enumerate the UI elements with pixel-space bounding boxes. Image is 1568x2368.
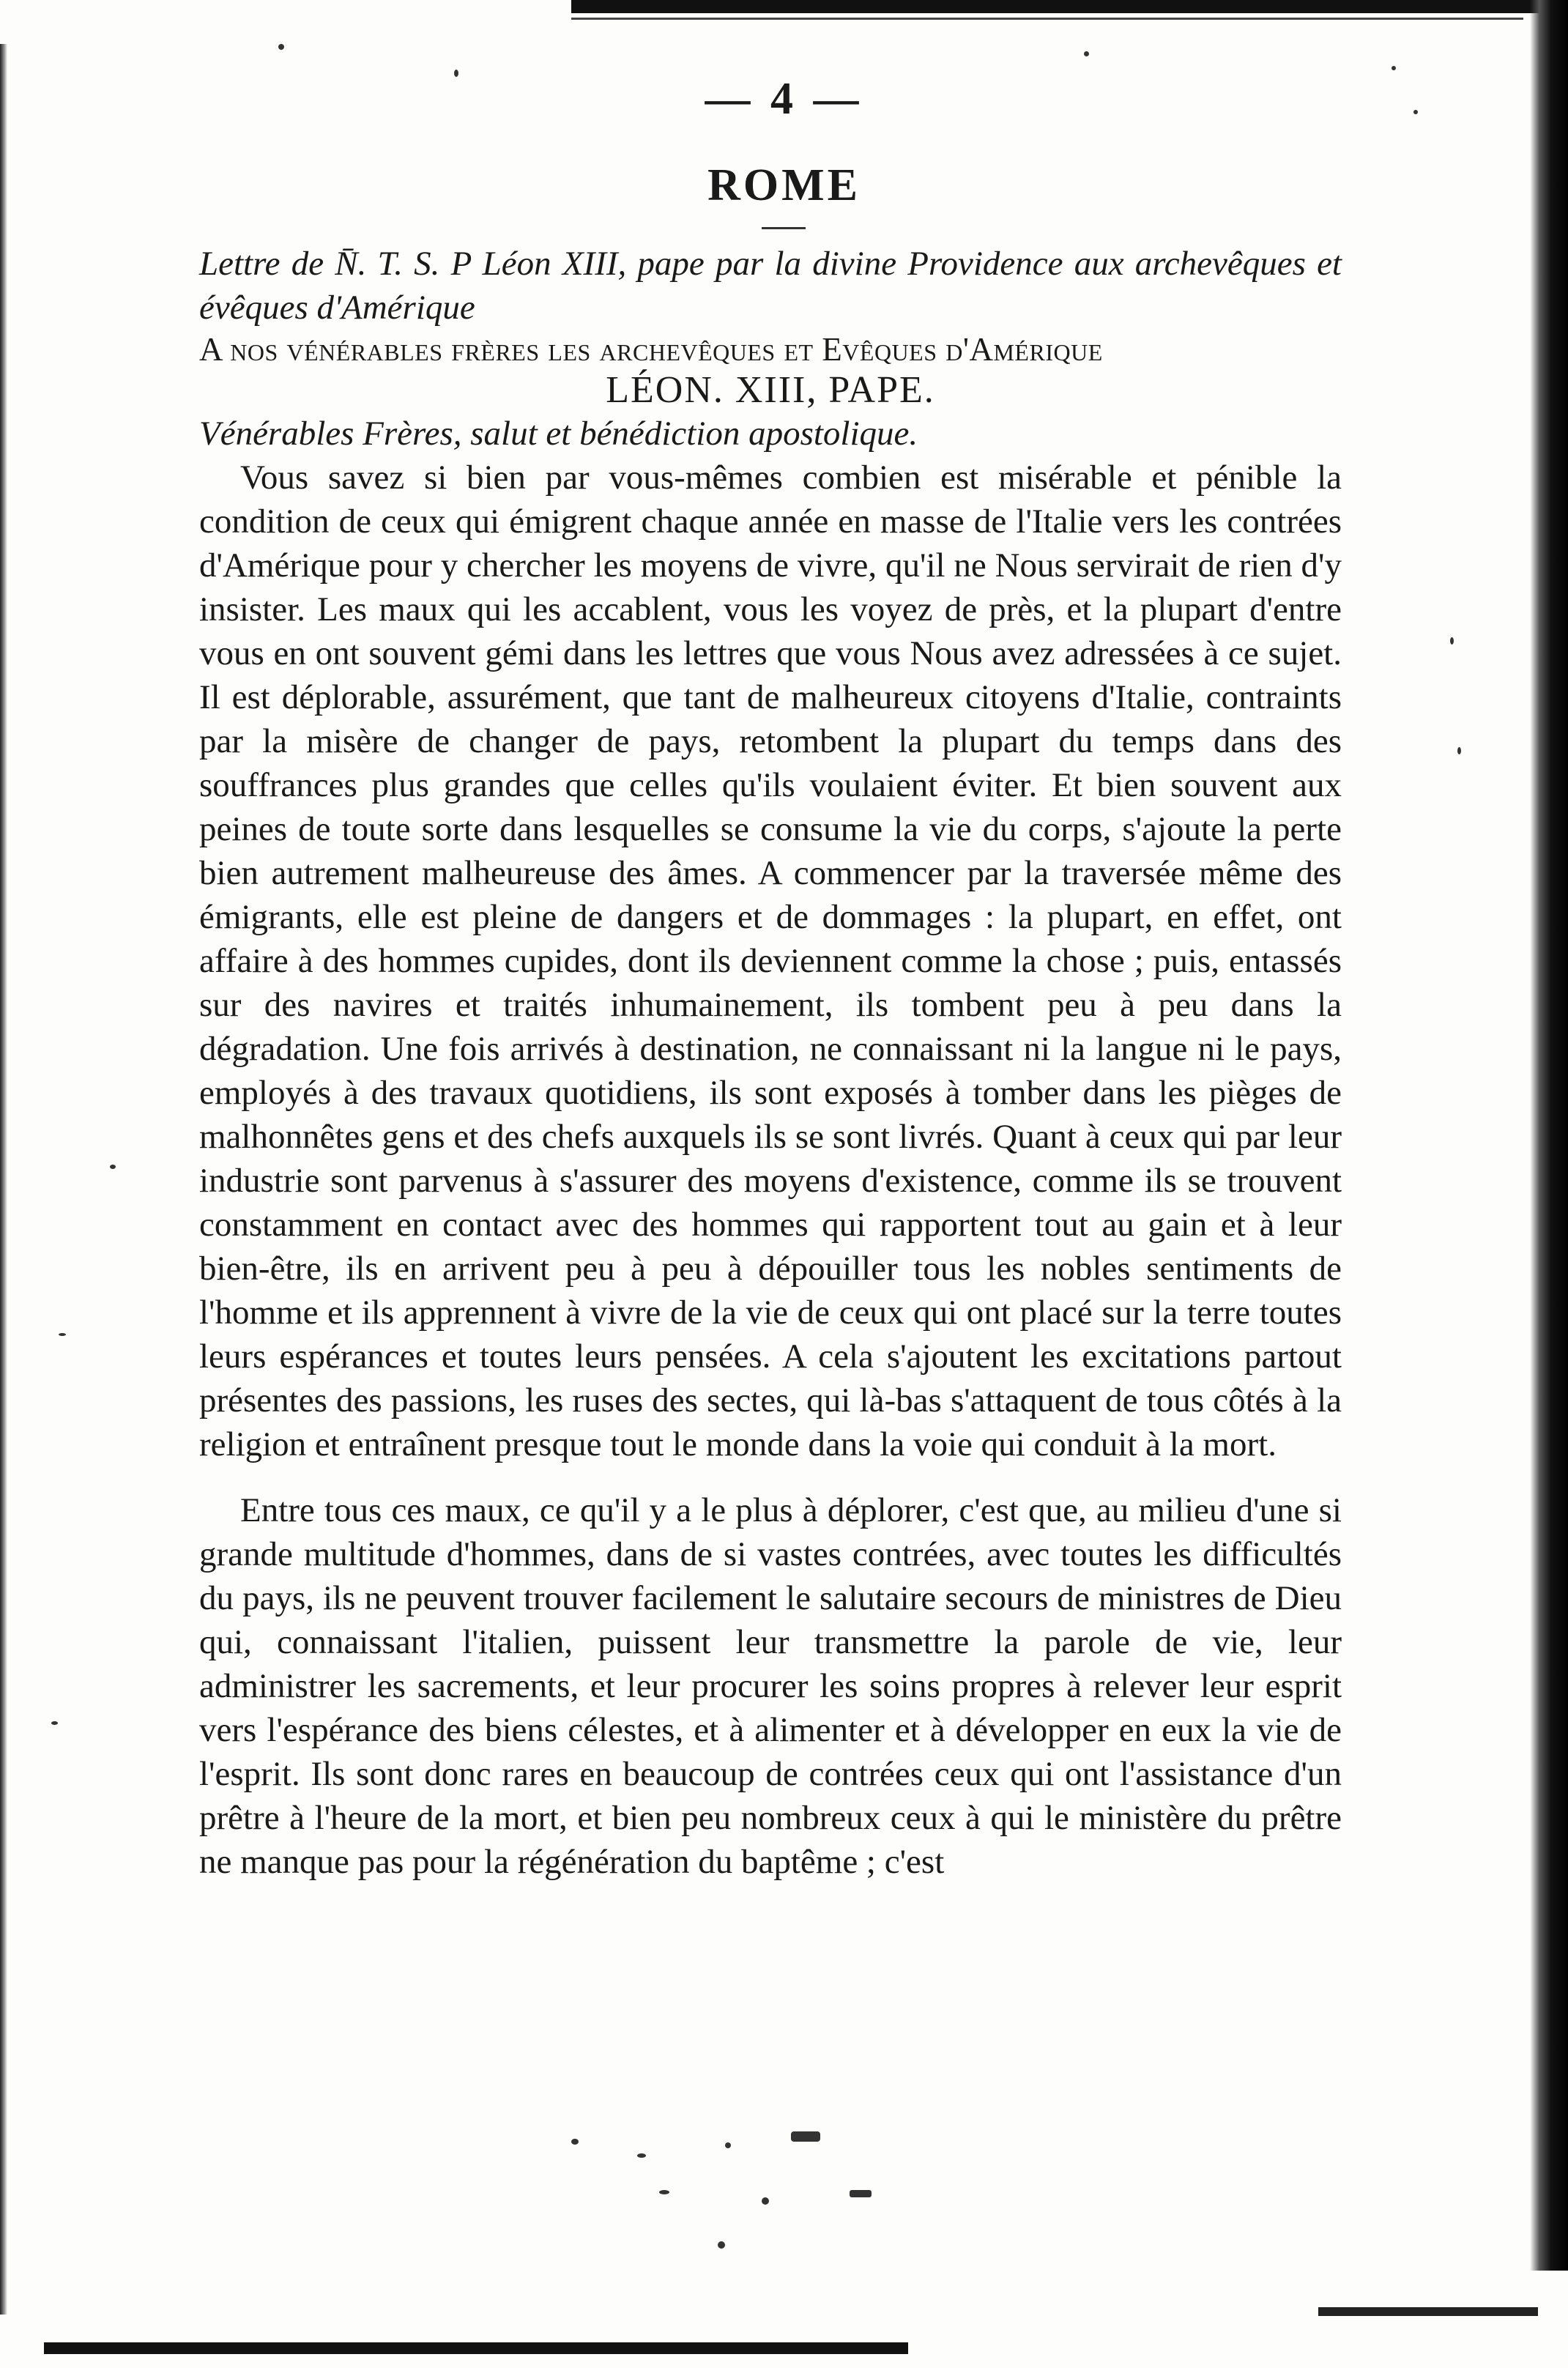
scan-speck: [571, 2139, 579, 2145]
letter-address: A nos vénérables frères les archevêques et Evêques d'Amérique: [199, 331, 1103, 368]
scan-edge-left: [0, 44, 7, 2315]
body-paragraph: Vous savez si bien par vous-mêmes combien est misérable et pénible la condition de ceux qui émigrent chaque année en masse de l'Italie vers les contrées d'Amérique pour y chercher les moyens de vivre, qu'il ne Nous servirait de rien d'y insister. Les maux qui les accablent, vous les voyez de près, et la plupart d'entre vous en ont souvent gémi dans les lettres que vous Nous avez adressées à ce sujet. Il est déplorable, assurément, que tant de malheureux citoyens d'Italie, contraints par la misère de changer de pays, retombent la plupart du temps dans des souffrances plus grandes que celles qu'ils voulaient éviter. Et bien souvent aux peines de toute sorte dans lesquelles se consume la vie du corps, s'ajoute la perte bien autrement malheureuse des âmes. A commencer par la traversée même des émigrants, elle est pleine de dangers et de dommages : la plupart, en effet, ont affaire à des hommes cupides, dont ils deviennent comme la chose ; puis, entassés sur des navires et traités inhumainement, ils tombent peu à peu dans la dégradation. Une fois arrivés à destination, ne connaissant ni la langue ni le pays, employés à des travaux quotidiens, ils sont exposés à tomber dans les pièges de malhonnêtes gens et des chefs auxquels ils se sont livrés. Quant à ceux qui par leur industrie sont parvenus à s'assurer des moyens d'existence, comme ils se trouvent constamment en contact avec des hommes qui rapportent tout au gain et à leur bien-être, ils en arrivent peu à peu à dépouiller tous les nobles sentiments de l'homme et ils apprennent à vivre de la vie de ceux qui ont placé sur la terre toutes leurs espérances et toutes leurs pensées. A cela s'ajoutent les excitations partout présentes des passions, les ruses des sectes, qui là-bas s'attaquent de tous côtés à la religion et entraînent presque tout le monde dans la voie qui conduit à la mort.: [199, 459, 1342, 1463]
scan-border-bottom: [44, 2342, 908, 2354]
scan-speck: [637, 2153, 646, 2158]
scan-speck: [1450, 637, 1454, 645]
scan-speck: [762, 2197, 769, 2205]
scan-speck: [278, 44, 284, 50]
body-paragraph: Entre tous ces maux, ce qu'il y a le plus à déplorer, c'est que, au milieu d'une si grande multitude d'hommes, dans de si vastes contrées, avec toutes les difficultés du pays, ils ne peuvent trouver facilement le salutaire secours de ministres de Dieu qui, connaissant l'italien, puissent leur transmettre la parole de vie, leur administrer les sacrements, et leur procurer les soins propres à relever leur esprit vers l'espérance des biens célestes, et à alimenter et à développer en eux la vie de l'esprit. Ils sont donc rares en beaucoup de contrées ceux qui ont l'assistance d'un prêtre à l'heure de la mort, et bien peu nombreux ceux à qui le ministère du prêtre ne manque pas pour la régénération du baptême ; c'est: [199, 1491, 1342, 1881]
scan-speck: [51, 1721, 58, 1725]
page-number: — 4 —: [705, 74, 863, 124]
scan-border-top: [571, 0, 1568, 13]
scan-speck: [725, 2142, 731, 2148]
scan-speck: [110, 1165, 116, 1169]
letter-title: Lettre de N̄. T. S. P Léon XIII, pape par la divine Providence aux archevêques et évêques d'Amérique: [199, 245, 1342, 327]
scan-smudge-footer: [571, 2124, 1011, 2271]
letter-author: LÉON. XIII, PAPE.: [606, 369, 935, 411]
letter-salutation: Vénérables Frères, salut et bénédiction apostolique.: [199, 415, 918, 453]
scan-edge-right: [1530, 0, 1568, 2271]
scan-speck: [1084, 51, 1089, 56]
scan-speck: [1457, 747, 1461, 754]
scan-speck: [659, 2190, 669, 2194]
scan-speck: [850, 2190, 872, 2197]
scan-speck: [59, 1333, 66, 1336]
scan-speck: [791, 2131, 820, 2142]
heading-ornament: [762, 220, 806, 229]
page-heading: ROME: [707, 160, 861, 210]
scan-speck: [1391, 66, 1396, 70]
letter-content: [199, 242, 1342, 1884]
scan-speck: [718, 2241, 725, 2249]
scan-border-top-thin: [571, 18, 1523, 20]
scan-border-bottom-right: [1318, 2307, 1538, 2316]
